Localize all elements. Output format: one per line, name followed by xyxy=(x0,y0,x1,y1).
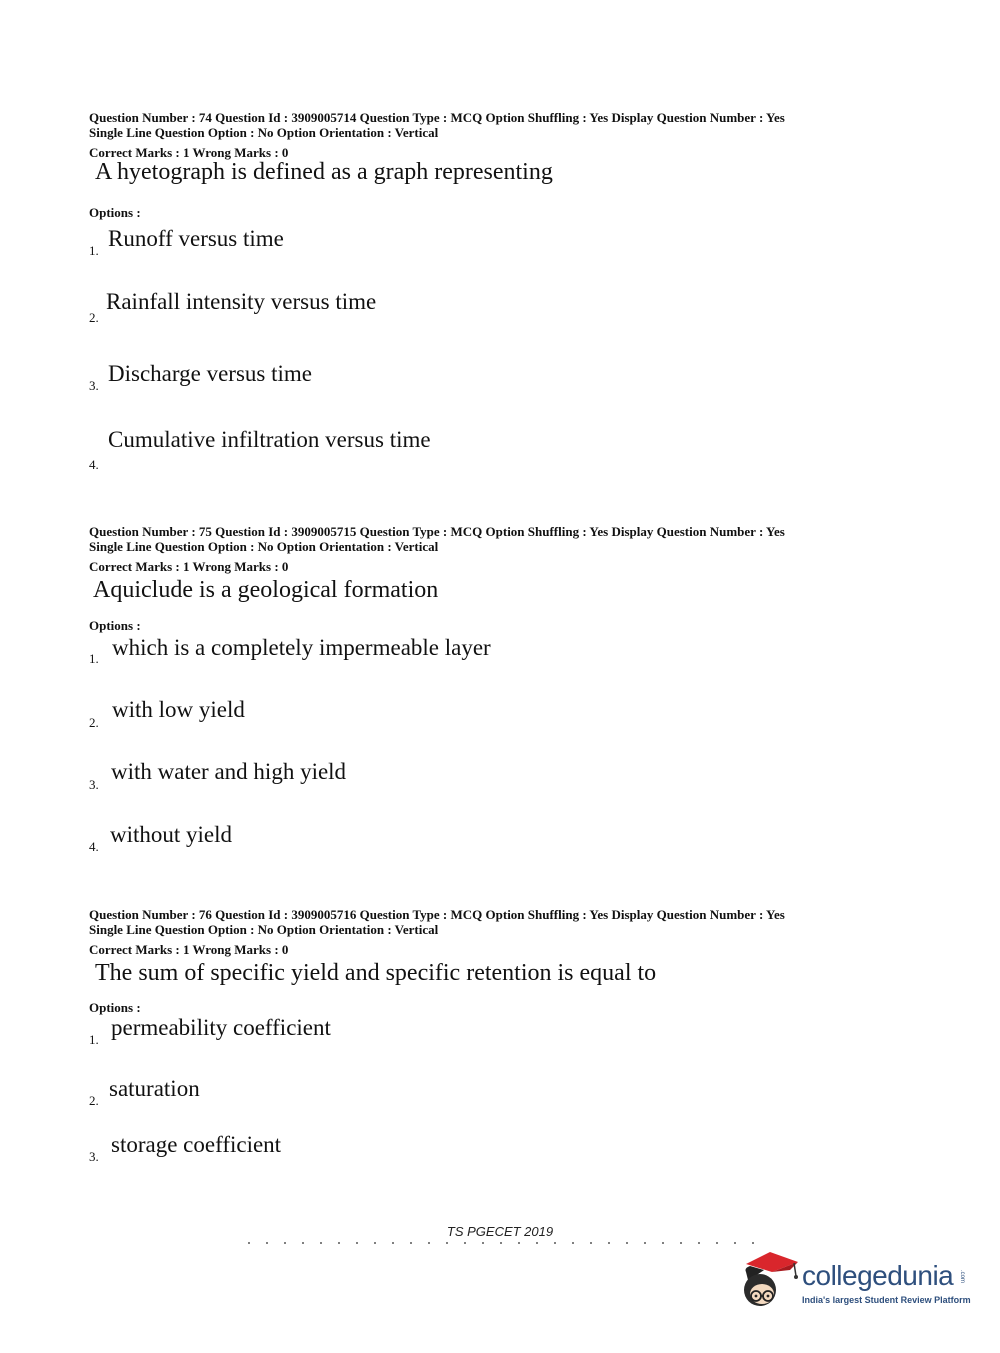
option-text: without yield xyxy=(110,822,233,847)
option-1 xyxy=(89,635,789,675)
option-1 xyxy=(89,1015,789,1055)
option-text: Runoff versus time xyxy=(108,226,284,251)
option-3 xyxy=(89,361,789,401)
question-meta-line1: Question Number : 74 Question Id : 3909005714 Question Type : MCQ Option Shuffling : Yes Display Question Number : Yes xyxy=(89,110,785,125)
option-text: Rainfall intensity versus time xyxy=(106,289,377,314)
options-label: Options : xyxy=(89,205,141,220)
option-number: 1. xyxy=(89,1032,99,1047)
question-meta-line1: Question Number : 76 Question Id : 3909005716 Question Type : MCQ Option Shuffling : Yes Display Question Number : Yes xyxy=(89,907,785,922)
option-text: with water and high yield xyxy=(111,759,347,784)
question-75 xyxy=(89,524,969,854)
question-meta-line2: Single Line Question Option : No Option Orientation : Vertical xyxy=(89,921,439,937)
option-2 xyxy=(89,697,789,737)
graduate-mascot-icon xyxy=(740,1246,802,1316)
option-1 xyxy=(89,226,789,266)
option-number: 3. xyxy=(89,378,99,393)
question-text: The sum of specific yield and specific retention is equal to xyxy=(95,960,657,986)
question-meta-line2: Single Line Question Option : No Option Orientation : Vertical xyxy=(89,538,439,554)
option-number: 3. xyxy=(89,1149,99,1164)
question-marks: Correct Marks : 1 Wrong Marks : 0 xyxy=(89,942,289,957)
question-text: Aquiclude is a geological formation xyxy=(93,577,439,603)
option-4 xyxy=(89,427,789,472)
option-number: 1. xyxy=(89,651,99,666)
option-number: 2. xyxy=(89,1093,99,1108)
option-number: 4. xyxy=(89,839,99,854)
question-text: A hyetograph is defined as a graph representing xyxy=(95,159,553,185)
option-text: with low yield xyxy=(112,697,245,722)
option-text: Cumulative infiltration versus time xyxy=(108,427,431,452)
option-number: 4. xyxy=(89,457,99,472)
option-text: permeability coefficient xyxy=(111,1015,331,1040)
options-label: Options : xyxy=(89,618,141,633)
question-meta-line1: Question Number : 75 Question Id : 3909005715 Question Type : MCQ Option Shuffling : Yes Display Question Number : Yes xyxy=(89,524,785,539)
option-number: 1. xyxy=(89,243,99,258)
logo-domain-suffix: .com xyxy=(959,1270,965,1284)
question-marks: Correct Marks : 1 Wrong Marks : 0 xyxy=(89,559,289,574)
logo-wordmark: collegedunia xyxy=(802,1260,954,1291)
option-text: which is a completely impermeable layer xyxy=(112,635,491,660)
option-number: 3. xyxy=(89,777,99,792)
option-2 xyxy=(89,289,789,329)
option-2 xyxy=(89,1076,789,1116)
question-meta-line2: Single Line Question Option : No Option Orientation : Vertical xyxy=(89,124,439,140)
option-3 xyxy=(89,759,789,799)
logo-tagline: India's largest Student Review Platform xyxy=(802,1295,971,1305)
option-text: Discharge versus time xyxy=(108,361,312,386)
exam-title: TS PGECET 2019 xyxy=(446,1224,554,1239)
option-text: storage coefficient xyxy=(111,1132,282,1157)
option-number: 2. xyxy=(89,715,99,730)
option-3 xyxy=(89,1132,789,1172)
question-76 xyxy=(89,907,969,1164)
option-number: 2. xyxy=(89,310,99,325)
question-marks: Correct Marks : 1 Wrong Marks : 0 xyxy=(89,145,289,160)
option-4 xyxy=(89,822,789,862)
question-74 xyxy=(89,110,969,472)
collegedunia-logo xyxy=(740,1246,970,1316)
option-text: saturation xyxy=(109,1076,200,1101)
options-label: Options : xyxy=(89,1000,141,1015)
footer-dotted-rule xyxy=(240,1242,760,1244)
